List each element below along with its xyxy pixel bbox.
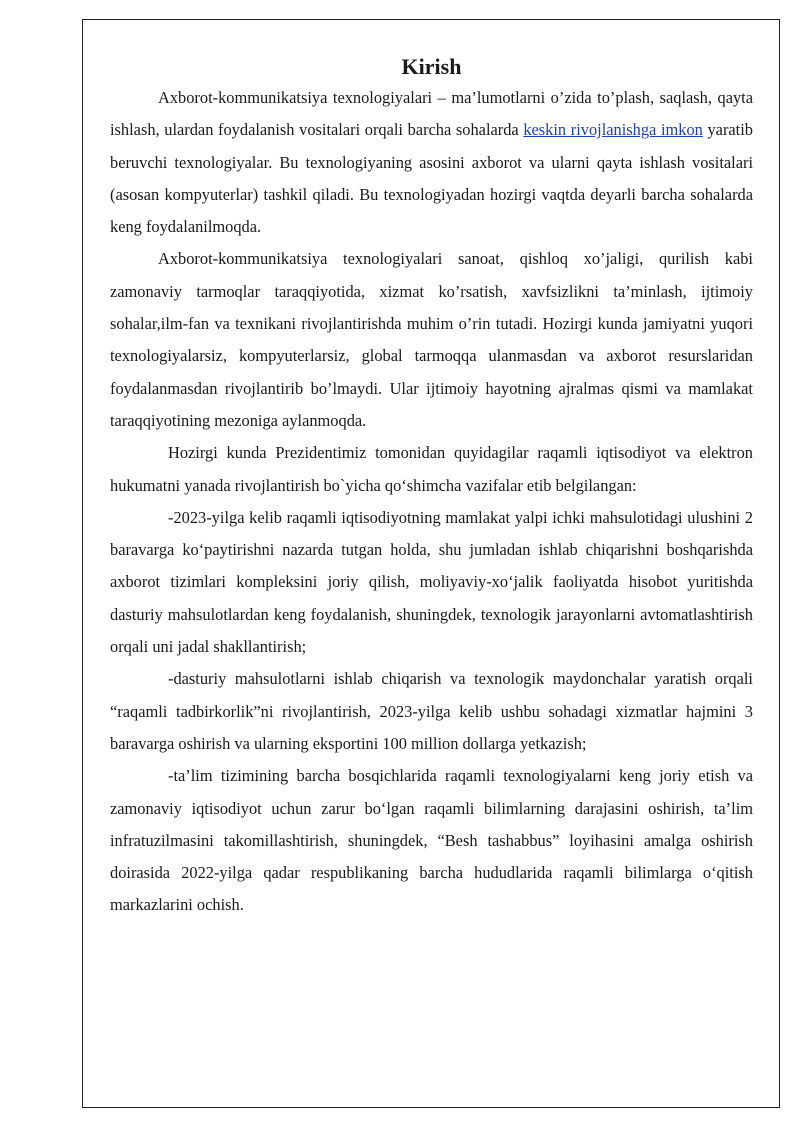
list-item-digital-education: -ta’lim tizimining barcha bosqichlarida raqamli texnologiyalarni keng joriy etish va zamonaviy iqtisodiyot uchun zarur bo‘lgan raqamli bilimlarning darajasini oshirish, ta’lim infratuzilmasini takomillashtirish, shuningdek, “Besh tashabbus” loyihasini amalga oshirish doirasida 2022-yilga qadar respublikaning barcha hududlarida raqamli bilimlarga o‘qitish markazlarini ochish. <box>110 766 753 915</box>
list-item-digital-economy: -2023-yilga kelib raqamli iqtisodiyotning mamlakat yalpi ichki mahsulotidagi ulushini 2 baravarga ko‘paytirishni nazarda tutgan holda, shu jumladan ishlab chiqarishni boshqarishda axborot tizimlari kompleksini joriy qilish, moliyaviy-xo‘jalik faoliyatda hisobot yuritishda dasturiy mahsulotlardan keng foydalanish, shuningdek, texnologik jarayonlarni avtomatlashtirish orqali uni jadal shakllantirish; <box>110 507 753 657</box>
paragraph-ict-role: Axborot-kommunikatsiya texnologiyalari sanoat, qishloq xo’jaligi, qurilish kabi zamonaviy tarmoqlar taraqqiyotida, xizmat ko’rsatish, xavfsizlikni ta’minlash, ijtimoiy sohalar,ilm-fan va texnikani rivojlantirishda muhim o’rin tutadi. Hozirgi kunda jamiyatni yuqori texnologiyalarsiz, kompyuterlarsiz, global tarmoqqa ulanmasdan va axborot resurslaridan foydalanmasdan rivojlantirib bo’lmaydi. Ular ijtimoiy hayotning ajralmas qismi va mamlakat taraqqiyotining mezoniga aylanmoqda. <box>110 249 753 430</box>
paragraph-intro <box>110 82 753 243</box>
list-item-digital-entrepreneurship: -dasturiy mahsulotlarni ishlab chiqarish va texnologik maydonchalar yaratish orqali “raqamli tadbirkorlik”ni rivojlantirish, 2023-yilga kelib ushbu sohadagi xizmatlar hajmini 3 baravarga oshirish va ularning eksportini 100 million dollarga yetkazish; <box>110 669 753 753</box>
inline-link[interactable]: keskin rivojlanishga imkon <box>523 120 703 140</box>
paragraph-intro-text-start: Axborot-kommunikatsiya texnologiyalari – ma’lumotlarni o’zida to’plash, saqlash, qayta ishlash, ulardan foydalanish vositalari orqali barcha sohalarda <box>110 88 753 140</box>
document-body <box>110 52 753 922</box>
paragraph-intro-text-end: yaratib beruvchi texnologiyalar. Bu texnologiyaning asosini axborot va ularni qayta ishlash vositalari (asosan kompyuterlar) tashkil qiladi. Bu texnologiyadan hozirgi vaqtda deyarli barcha sohalarda keng foydalanilmoqda. <box>110 120 753 237</box>
page-title: Kirish <box>401 54 462 79</box>
paragraph-president-tasks: Hozirgi kunda Prezidentimiz tomonidan quyidagilar raqamli iqtisodiyot va elektron hukumatni yanada rivojlantirish bo`yicha qo‘shimcha vazifalar etib belgilangan: <box>110 443 753 495</box>
